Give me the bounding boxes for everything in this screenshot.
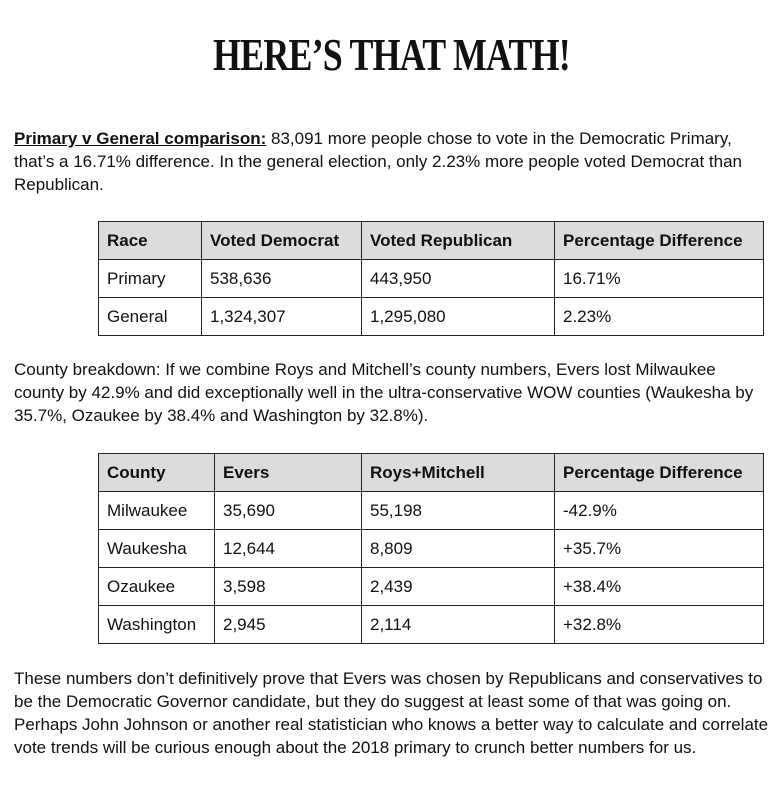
- table-row: [99, 568, 764, 606]
- header-roys-mitchell: Roys+Mitchell: [362, 454, 555, 492]
- table-row: [99, 530, 764, 568]
- table-cell: 2,114: [362, 606, 555, 644]
- table-cell: 55,198: [362, 492, 555, 530]
- table-row: [99, 492, 764, 530]
- table-cell: 2,945: [215, 606, 362, 644]
- header-percentage-difference: Percentage Difference: [555, 454, 764, 492]
- table-cell: 12,644: [215, 530, 362, 568]
- table-cell: -42.9%: [555, 492, 764, 530]
- table-cell: Ozaukee: [99, 568, 215, 606]
- table-cell: Washington: [99, 606, 215, 644]
- header-evers: Evers: [215, 454, 362, 492]
- intro-text: 83,091 more people chose to vote in the Democratic Primary, that’s a 16.71% difference. In the general election, only 2.23% more people voted Democrat than Republican.: [14, 129, 743, 194]
- county-paragraph: County breakdown: If we combine Roys and Mitchell’s county numbers, Evers lost Milwaukee county by 42.9% and did exceptionally well in the ultra-conservative WOW counties (Waukesha by 35.7%, Ozaukee by 38.4% and Washington by 32.8%).: [14, 360, 754, 425]
- table-cell: Primary: [99, 260, 202, 298]
- table-cell: +32.8%: [555, 606, 764, 644]
- race-comparison-table: [98, 221, 764, 336]
- table-cell: 1,324,307: [202, 298, 362, 336]
- header-race: Race: [99, 222, 202, 260]
- header-voted-democrat: Voted Democrat: [202, 222, 362, 260]
- table-header-row: [99, 222, 764, 260]
- county-breakdown-table: [98, 453, 764, 644]
- table-row: [99, 298, 764, 336]
- table-cell: 1,295,080: [362, 298, 555, 336]
- table-cell: Milwaukee: [99, 492, 215, 530]
- table-cell: 3,598: [215, 568, 362, 606]
- table-cell: 8,809: [362, 530, 555, 568]
- table-cell: 443,950: [362, 260, 555, 298]
- table-cell: +35.7%: [555, 530, 764, 568]
- table-row: [99, 260, 764, 298]
- table-cell: 538,636: [202, 260, 362, 298]
- page-title: HERE’S THAT MATH!: [213, 29, 570, 80]
- header-percentage-difference: Percentage Difference: [555, 222, 764, 260]
- closing-paragraph: These numbers don’t definitively prove that Evers was chosen by Republicans and conservatives to be the Democratic Governor candidate, but they do suggest at least some of that was going on. Perhaps John Johnson or another real statistician who knows a better way to calculate and correlate vote trends will be curious enough about the 2018 primary to crunch better numbers for us.: [14, 669, 769, 757]
- table-cell: 2.23%: [555, 298, 764, 336]
- table-cell: 16.71%: [555, 260, 764, 298]
- table-cell: Waukesha: [99, 530, 215, 568]
- table-cell: +38.4%: [555, 568, 764, 606]
- table-cell: 2,439: [362, 568, 555, 606]
- table-header-row: [99, 454, 764, 492]
- header-county: County: [99, 454, 215, 492]
- intro-lead: Primary v General comparison:: [14, 129, 267, 148]
- table-cell: General: [99, 298, 202, 336]
- table-row: [99, 606, 764, 644]
- header-voted-republican: Voted Republican: [362, 222, 555, 260]
- table-cell: 35,690: [215, 492, 362, 530]
- intro-paragraph: [14, 127, 769, 196]
